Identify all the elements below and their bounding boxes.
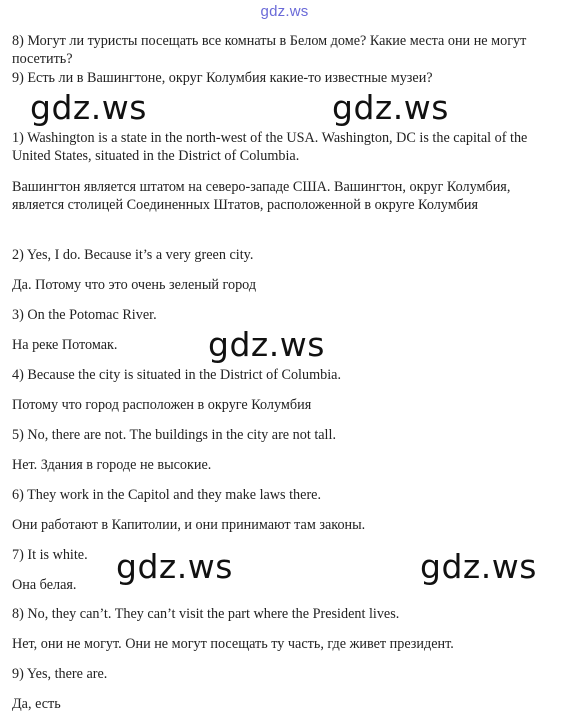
answer-2-russian: Да. Потому что это очень зеленый город — [12, 277, 257, 293]
answer-6-russian: Они работают в Капитолии, и они принимают там законы. — [12, 517, 366, 533]
watermark-top-left: gdz.ws — [30, 88, 147, 127]
answer-8-english: 8) No, they can’t. They can’t visit the part where the President lives. — [12, 606, 400, 622]
watermark-top-right: gdz.ws — [332, 88, 449, 127]
answer-6-english: 6) They work in the Capitol and they make laws there. — [12, 487, 322, 503]
watermark-bottom-right: gdz.ws — [420, 547, 537, 586]
answer-5-russian: Нет. Здания в городе не высокие. — [12, 457, 212, 473]
answer-1-russian: Вашингтон является штатом на северо-западе США. Вашингтон, округ Колумбия, является столицей Соединенных Штатов, расположенной в округе Колумбия — [12, 179, 511, 213]
watermark-bottom-left: gdz.ws — [116, 547, 233, 586]
answer-4-russian: Потому что город расположен в округе Колумбия — [12, 397, 312, 413]
answer-1-english: 1) Washington is a state in the north-west of the USA. Washington, DC is the capital of the United States, situated in the District of Columbia. — [12, 130, 528, 164]
question-9: 9) Есть ли в Вашингтоне, округ Колумбия какие-то известные музеи? — [12, 70, 433, 86]
answer-2-english: 2) Yes, I do. Because it’s a very green city. — [12, 247, 254, 263]
answer-9-russian: Да, есть — [12, 696, 61, 712]
answer-4-english: 4) Because the city is situated in the District of Columbia. — [12, 367, 342, 383]
answer-3-russian: На реке Потомак. — [12, 337, 118, 353]
answer-8-russian: Нет, они не могут. Они не могут посещать ту часть, где живет президент. — [12, 636, 454, 652]
answer-7-english: 7) It is white. — [12, 547, 88, 563]
question-8: 8) Могут ли туристы посещать все комнаты в Белом доме? Какие места они не могут посетить? — [12, 33, 527, 67]
answer-7-russian: Она белая. — [12, 577, 77, 593]
answer-9-english: 9) Yes, there are. — [12, 666, 108, 682]
answer-5-english: 5) No, there are not. The buildings in the city are not tall. — [12, 427, 336, 443]
site-header-mark: gdz.ws — [260, 3, 309, 20]
watermark-middle: gdz.ws — [208, 325, 325, 364]
answer-3-english: 3) On the Potomac River. — [12, 307, 157, 323]
